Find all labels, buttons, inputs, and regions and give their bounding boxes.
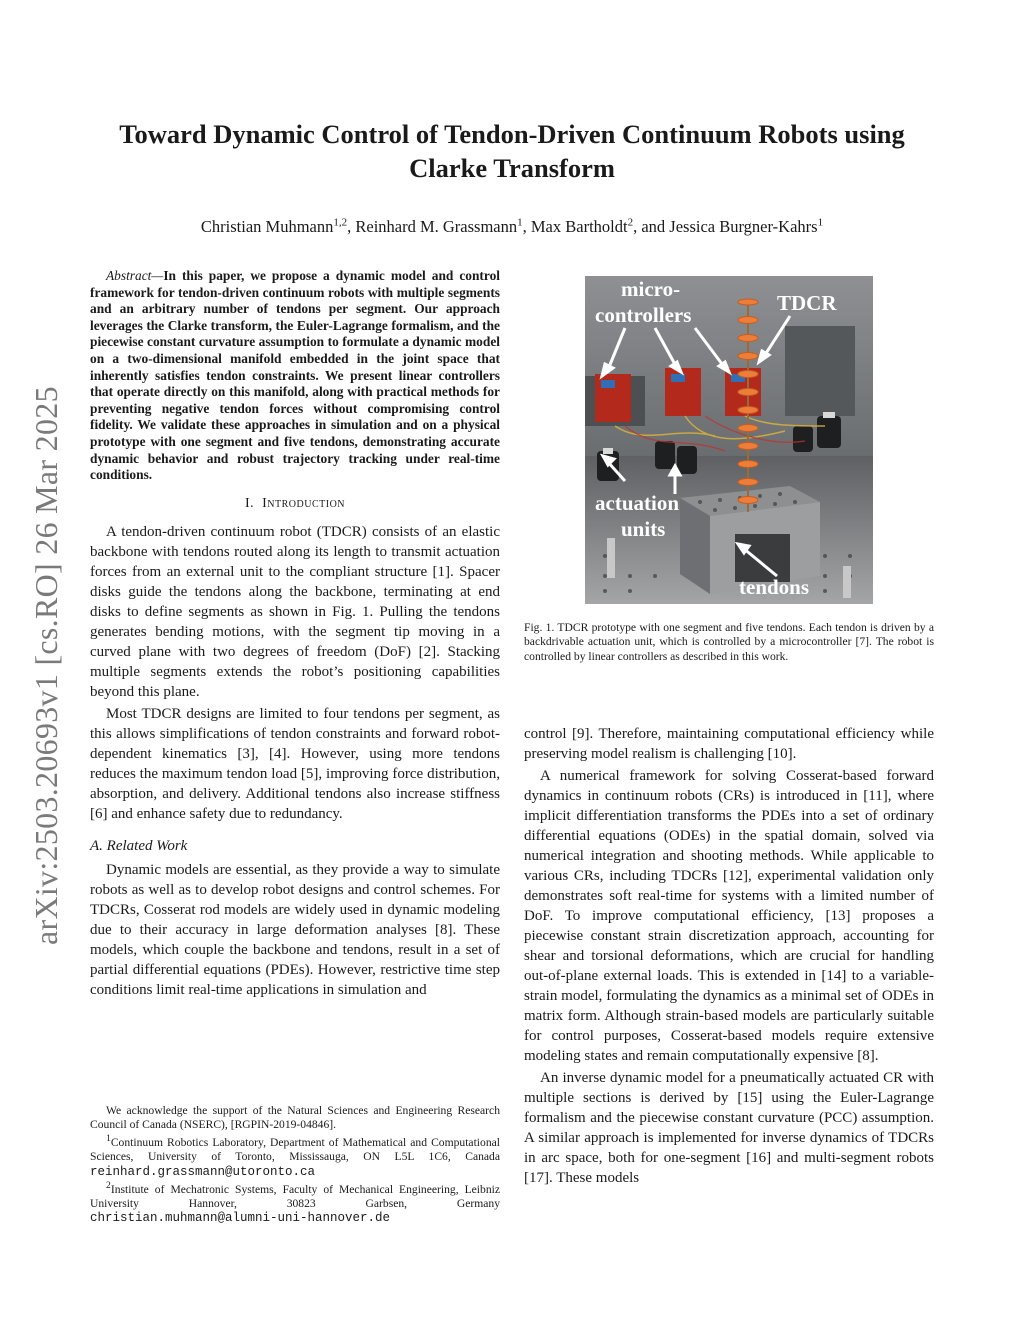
author-list — [80, 211, 944, 238]
subsection-heading-related-work: A. Related Work — [90, 837, 188, 854]
arxiv-identifier: arXiv:2503.20693v1 [cs.RO] 26 Mar 2025 — [28, 386, 64, 945]
footnotes — [90, 1104, 500, 1225]
figure-label-units: units — [621, 517, 666, 541]
right-paragraph-3: An inverse dynamic model for a pneumatically actuated CR with multiple sections is derived by [15] using the Euler-Lagrange formalism and the piecewise constant curvature (PCC) assumption. A similar approach is implemented for inverse dynamics of TDCRs in arc space, both for one-segment [16] and multi-segment robots [17]. These models — [524, 1070, 934, 1186]
right-paragraph-1: control [9]. Therefore, maintaining computational efficiency while preserving model realism is challenging [10]. — [524, 726, 934, 762]
figure-label-tendons: tendons — [739, 575, 810, 599]
author-2: Reinhard M. Grassmann$^1$, — [355, 216, 531, 236]
abstract: Abstract—In this paper, we propose a dynamic model and control framework for tendon-driven continuum robots with multiple segments and an arbitrary number of tendons per segment. Our approach leverages the Clarke transform, the Euler-Lagrange formalism, and the piecewise constant curvature assumption to formulate a dynamic model on a two-dimensional manifold embedded in the joint space that inherently satisfies tendon constraints. We present linear controllers that operate directly on this manifold, along with practical methods for preventing negative tendon forces without compromising control fidelity. We validate these approaches in simulation and on a physical prototype with one segment and five tendons, demonstrating accurate dynamic behavior and robust trajectory tracking under real-time conditions. — [90, 268, 500, 483]
paper-title: Toward Dynamic Control of Tendon-Driven Continuum Robots using Clarke Transform — [119, 119, 905, 183]
footnote-2-email: christian.muhmann@alumni-uni-hannover.de — [90, 1211, 391, 1226]
right-column — [524, 724, 934, 1188]
footnote-acknowledgement: We acknowledge the support of the Natural Sciences and Engineering Research Council of Canada (NSERC), [RGPIN-2019-04846]. — [90, 1104, 500, 1132]
intro-paragraph-2: Most TDCR designs are limited to four tendons per segment, as this allows simplifications of tendon constraints and forward robot-dependent kinematics [3], [4]. However, using more tendons reduces the maximum tendon load [5], improving force distribution, absorption, and delivery. Additional tendons also increase stiffness [6] and enhance safety due to redundancy. — [90, 705, 500, 822]
figure-label-actuation: actuation — [595, 491, 679, 515]
footnote-1-email: reinhard.grassmann@utoronto.ca — [90, 1164, 316, 1179]
author-4: Jessica Burgner-Kahrs$^1$ — [669, 216, 824, 236]
footnote-1: $^1$Continuum Robotics Laboratory, Department of Mathematical and Computational Sciences, University of Toronto, Mississauga, ON L5L 1C6, Canada reinhard.grassmann@utoronto.ca — [90, 1133, 500, 1179]
figure-1-caption: Fig. 1. TDCR prototype with one segment and five tendons. Each tendon is driven by a backdrivable actuation unit, which is controlled by a microcontroller [7]. The robot is controlled by linear controllers as described in this work. — [524, 621, 934, 663]
right-paragraph-2: A numerical framework for solving Cosserat-based forward dynamics in continuum robots (CRs) is introduced in [11], where implicit differentiation transforms the PDEs into a set of ordinary differential equations (ODEs) in the spatial domain, solved via numerical integration and shooting methods. While applicable to various CRs, including TDCRs [12], experimental validation only demonstrates soft real-time for systems with a limited number of DoF. To improve computational efficiency, [13] proposes a piecewise constant strain discretization approach, accounting for shear and torsional deformations, which are crucial for handling out-of-plane external loads. This is extended in [14] to a variable-strain model, formulating the dynamics as a minimal set of ODEs in matrix form. Although strain-based models are particularly suitable for control purposes, Cosserat-based models require extensive modeling states and remain computationally expensive [8]. — [524, 768, 934, 1064]
author-1: Christian Muhmann$^{1,2}$, — [200, 216, 356, 236]
footnote-2: $^2$Institute of Mechatronic Systems, Faculty of Mechanical Engineering, Leibniz University Hannover, 30823 Garbsen, Germany christian.muhmann@alumni-uni-hannover.de — [90, 1179, 500, 1226]
figure-label-controllers: controllers — [595, 303, 692, 327]
author-3: Max Bartholdt$^2$, and — [530, 216, 670, 236]
figure-label-tdcr: TDCR — [777, 291, 837, 315]
figure-1-photo — [585, 276, 873, 604]
related-work-paragraph-1: Dynamic models are essential, as they provide a way to simulate robots as well as to develop robot designs and control schemes. For TDCRs, Cosserat rod models are widely used in dynamic modeling due to their accuracy in large deformation analyses [8]. These models, which couple the backbone and tendons, result in a set of partial differential equations (PDEs). However, restrictive time step conditions limit real-time applications in simulation and — [90, 861, 500, 998]
left-column — [90, 268, 500, 1000]
intro-paragraph-1: A tendon-driven continuum robot (TDCR) consists of an elastic backbone with tendons routed along its length to transmit actuation forces from an external unit to the compliant structure [1]. Spacer disks guide the tendons along the backbone, terminating at end disks to define segments as shown in Fig. 1. Pulling the tendons generates bending motions, with the segment tip moving in a curved plane with two degrees of freedom (DoF) [2]. Stacking multiple segments extends the robot’s positioning capabilities beyond this plane. — [90, 523, 500, 700]
microcontroller-boards — [595, 368, 761, 422]
figure-label-micro: micro- — [621, 277, 681, 301]
section-heading-introduction: I. Introduction — [244, 495, 346, 511]
